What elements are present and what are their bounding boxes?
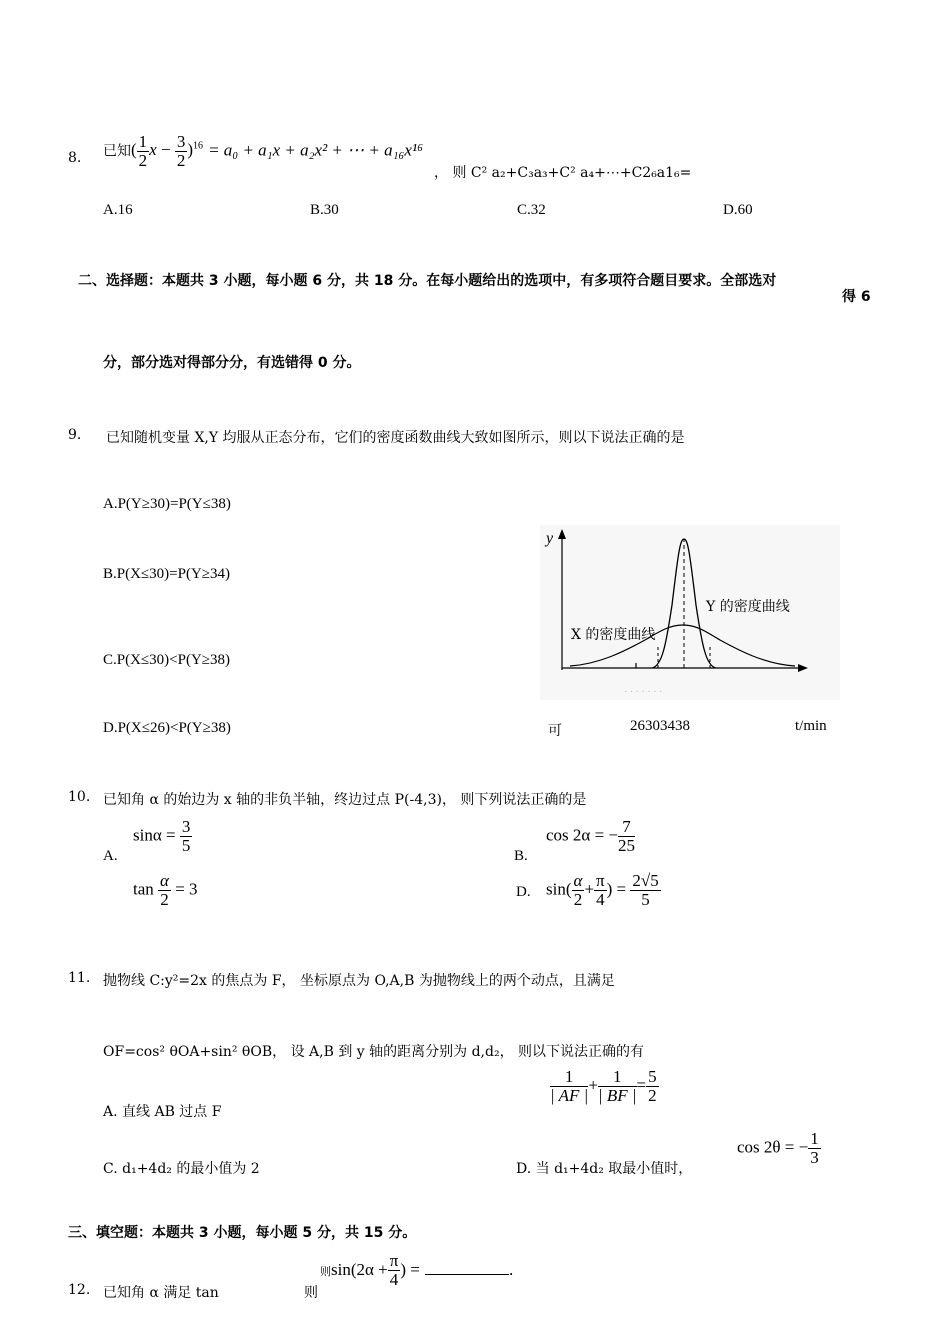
- faint-ticks: · · · · · · ·: [624, 687, 663, 698]
- q11-option-d-expr[interactable]: cos 2θ = − $\frac{1}{3}$: [737, 1129, 819, 1167]
- q10-stem: 已知角 α 的始边为 x 轴的非负半轴，终边过点 P(-4,3)， 则下列说法正确的是: [103, 792, 587, 808]
- q9-option-c[interactable]: C.P(X≤30)<P(Y≥38): [103, 652, 231, 668]
- q9-y-curve-label: Y 的密度曲线: [706, 599, 790, 615]
- q8-option-b[interactable]: B.30: [310, 202, 339, 218]
- q10-option-c[interactable]: tan $\frac{\alpha}{2}$ = 3: [133, 871, 198, 909]
- section2-heading-line2: 分，部分选对得部分分，有选错得 0 分。: [103, 355, 361, 371]
- section2-heading-tail: 得 6: [842, 289, 871, 305]
- section3-heading: 三、填空题：本题共 3 小题，每小题 5 分，共 15 分。: [68, 1225, 417, 1241]
- q11-stem-line2: OF=cos² θOA+sin² θOB， 设 A,B 到 y 轴的距离分别为 d,d₂， 则以下说法正确的有: [103, 1044, 645, 1060]
- q12-stem: 已知角 α 满足 tan: [103, 1285, 219, 1301]
- q12-answer-blank[interactable]: [425, 1260, 509, 1275]
- q9-stem: 已知随机变量 X,Y 均服从正态分布，它们的密度函数曲线大致如图所示，则以下说法正确的是: [106, 430, 685, 446]
- q9-x-curve-label: X 的密度曲线: [571, 627, 656, 643]
- q11-option-b[interactable]: $\frac{1}{| AF |}$ + $\frac{1}{| BF |}$ = $\frac{5}{2}$: [550, 1067, 657, 1105]
- section2-heading: 二、选择题：本题共 3 小题，每小题 6 分，共 18 分。在每小题给出的选项中，有多项符合题目要求。全部选对: [78, 273, 777, 289]
- q10-option-b-label[interactable]: B.: [514, 848, 528, 864]
- q9-bottom-left: 可: [548, 723, 562, 739]
- q9-density-figure: [540, 525, 840, 700]
- q11-stem: 抛物线 C:y²=2x 的焦点为 F， 坐标原点为 O,A,B 为抛物线上的两个动点，且满足: [103, 973, 615, 989]
- q12-expression: 则sin(2α + $\frac{\pi}{4}$ ) = .: [320, 1251, 514, 1289]
- q9-option-b[interactable]: B.P(X≤30)=P(Y≥34): [103, 566, 231, 582]
- q8-option-a[interactable]: A.16: [103, 202, 133, 218]
- q8-option-c[interactable]: C.32: [517, 202, 546, 218]
- q12-then: 则: [304, 1285, 318, 1301]
- q11-option-c[interactable]: C. d₁+4d₂ 的最小值为 2: [103, 1161, 260, 1177]
- q8-option-d[interactable]: D.60: [723, 202, 753, 218]
- q8-question: ， 则 C² a₂+C₃a₃+C² a₄+⋯+C2₆a1₆=: [434, 165, 692, 181]
- q11-number: 11.: [68, 970, 91, 986]
- q10-option-a-label[interactable]: A.: [103, 848, 118, 864]
- q11-option-d[interactable]: D. 当 d₁+4d₂ 取最小值时，: [516, 1161, 693, 1177]
- q9-number: 9.: [68, 427, 82, 443]
- q9-option-a[interactable]: A.P(Y≥30)=P(Y≤38): [103, 496, 231, 512]
- q8-expansion: = a₀ + a₁x + a₂x² + ⋯ + a₁₆x¹⁶: [208, 140, 423, 160]
- q8-stem: 已知( $\frac{1}{2}$ x − $\frac{3}{2}$ )$^{16}$ = a₀ + a₁x + a₂x² + ⋯ + a₁₆x¹⁶: [103, 132, 423, 170]
- q10-option-a[interactable]: sinα = $\frac{3}{5}$: [133, 817, 191, 855]
- q12-number: 12.: [68, 1282, 91, 1298]
- q9-tick-labels: 26303438: [630, 718, 690, 734]
- q11-option-a[interactable]: A. 直线 AB 过点 F: [103, 1104, 222, 1120]
- q9-option-d[interactable]: D.P(X≤26)<P(Y≥38): [103, 720, 231, 736]
- q10-number: 10.: [68, 789, 91, 805]
- q8-prefix: 已知: [103, 143, 131, 160]
- q10-option-d-label[interactable]: D.: [516, 884, 531, 900]
- q10-option-b[interactable]: cos 2α = − $\frac{7}{25}$: [546, 817, 635, 855]
- q8-number: 8.: [68, 150, 82, 166]
- q9-x-unit: t/min: [795, 718, 827, 734]
- q9-y-axis-label: y: [546, 530, 554, 547]
- q10-option-d[interactable]: sin( $\frac{\alpha}{2}$ + $\frac{\pi}{4}$ ) = $\frac{2√5}{5}$: [546, 871, 659, 909]
